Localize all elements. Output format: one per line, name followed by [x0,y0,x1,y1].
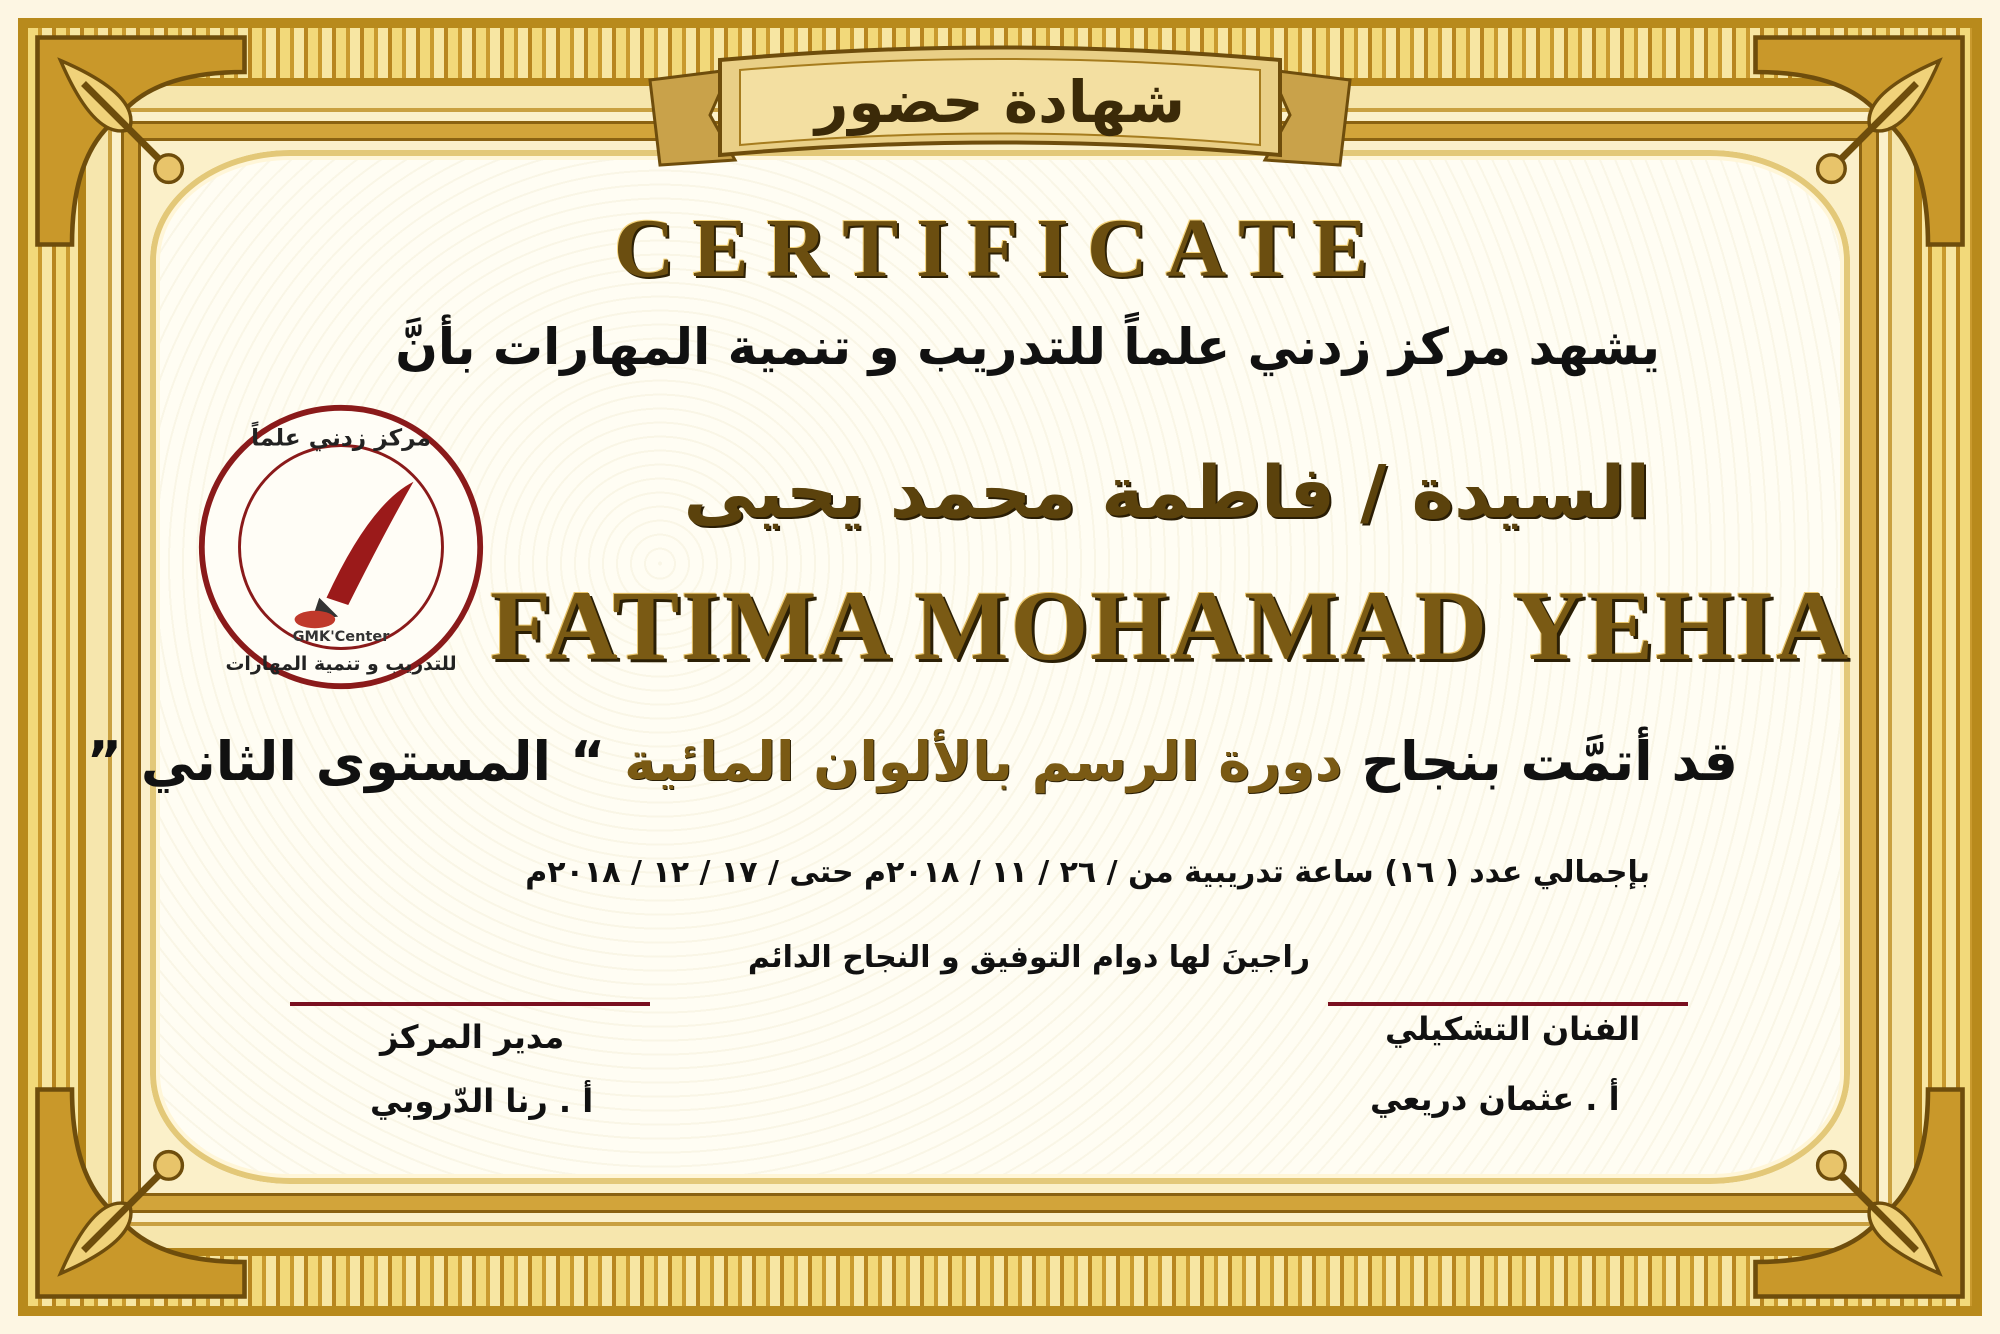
corner-ornament-icon [1744,1078,1974,1308]
hours-line: بإجمالي عدد ( ١٦) ساعة تدريبية من / ٢٦ / ١١ / ٢٠١٨م حتى / ١٧ / ١٢ / ٢٠١٨م [525,855,1650,890]
recipient-name-english: FATIMA MOHAMAD YEHIA [490,570,1851,681]
right-signature-title: الفنان التشكيلي [1385,1010,1641,1048]
seal-text-bottom: للتدريب و تنمية المهارات [225,654,457,676]
course-title: دورة الرسم بالألوان المائية [624,730,1343,793]
course-prefix: قد أتمَّت بنجاح [1361,730,1738,793]
seal-badge: GMK'Center [292,629,390,646]
right-signature-name: أ . عثمان دريعي [1370,1080,1620,1118]
course-level: “ المستوى الثاني ” [86,730,606,793]
seal-text-top: مركز زدني علماً [251,424,431,452]
corner-ornament-icon [26,1078,256,1308]
wish-line: راجينَ لها دوام التوفيق و النجاح الدائم [747,940,1310,975]
ribbon-title: شهادة حضور [814,68,1185,136]
left-signature-line [290,1002,650,1006]
center-seal [196,402,486,692]
left-signature-title: مدير المركز [380,1018,565,1056]
intro-text: يشهد مركز زدني علماً للتدريب و تنمية المهارات بأنَّ [395,318,1660,376]
course-line [87,730,1738,793]
recipient-name-arabic: السيدة / فاطمة محمد يحيى [683,450,1650,534]
title-ribbon [640,40,1360,190]
certificate-heading: CERTIFICATE [613,202,1387,295]
left-signature-name: أ . رنا الدّروبي [370,1082,594,1120]
right-signature-line [1328,1002,1688,1006]
